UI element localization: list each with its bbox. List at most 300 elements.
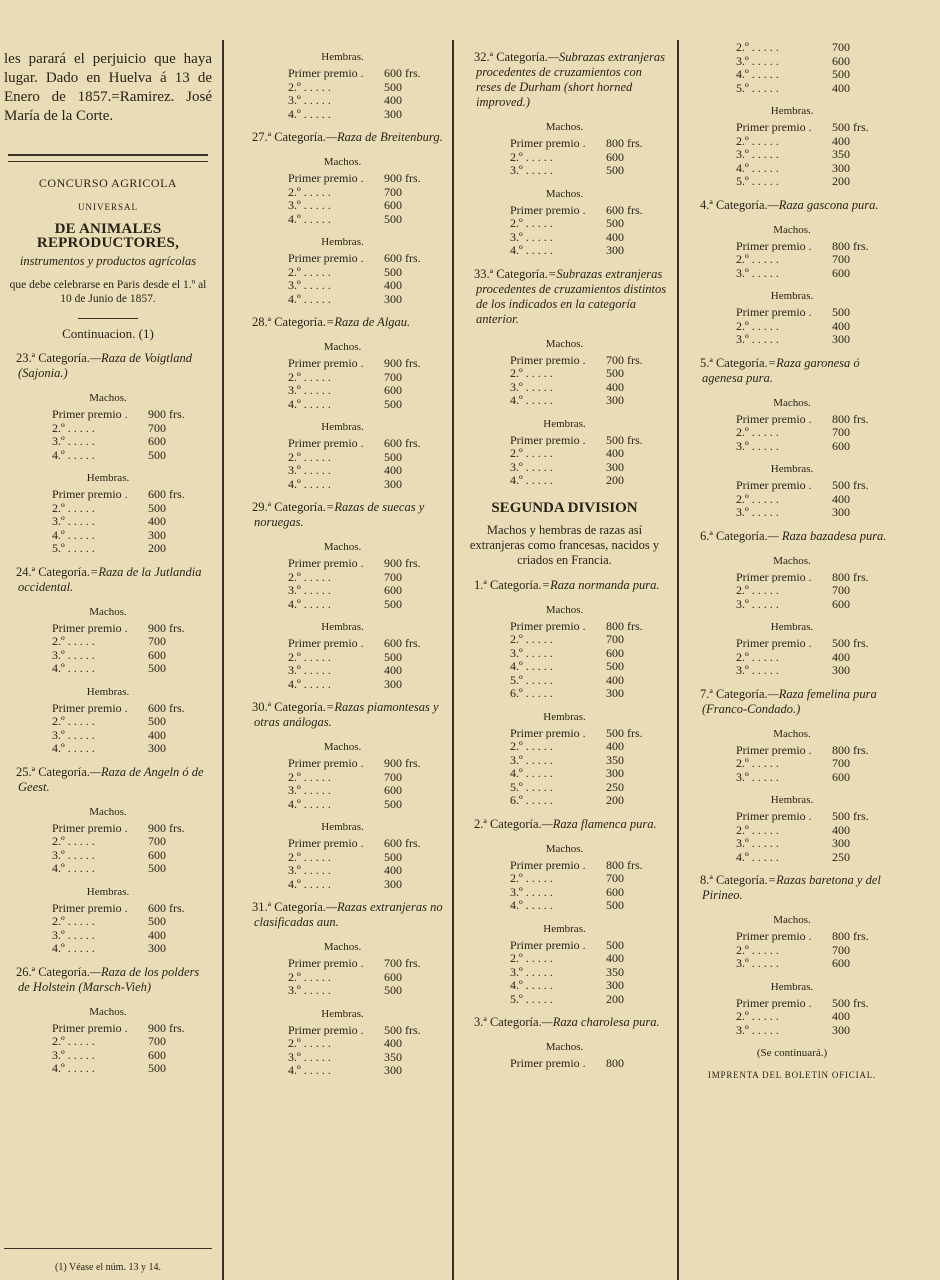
prize-label: Primer premio . [510, 725, 586, 739]
prize-label: 2.º . . . . . [736, 822, 779, 836]
category-name: =Razas de suecas y noruegas. [254, 500, 425, 529]
category-number: 30.ª Categoría. [252, 700, 326, 714]
prize-row [736, 332, 886, 346]
prize-row [52, 421, 202, 435]
category-number: 32.ª Categoría. [474, 50, 548, 64]
category-number: 6.ª Categoría. [700, 528, 768, 543]
prize-label: 2.º . . . . . [736, 583, 779, 597]
prize-row [510, 992, 660, 1006]
category-number: 4.ª Categoría. [700, 197, 768, 212]
prize-label: 2.º . . . . . [288, 569, 331, 583]
prize-amount: 600 [606, 884, 624, 899]
prize-row [288, 1036, 438, 1050]
prize-list [510, 433, 660, 487]
category-heading [4, 765, 212, 795]
prize-row [52, 1034, 202, 1048]
prize-amount: 900 frs. [148, 820, 185, 835]
group-title: Hembras. [321, 1007, 364, 1020]
prize-row [52, 861, 202, 875]
category-number: 31.ª Categoría. [252, 900, 326, 914]
prize-amount: 400 [832, 491, 850, 506]
prize-row [52, 901, 202, 915]
prize-label: Primer premio . [288, 956, 364, 970]
prize-label: Primer premio . [736, 636, 812, 650]
column-rule [222, 40, 224, 1280]
prize-label: 4.º . . . . . [52, 861, 95, 875]
prize-amount: 600 frs. [148, 700, 185, 715]
category-number: 7.ª Categoría. [700, 686, 768, 701]
prize-list [736, 478, 886, 519]
prize-label: 3.º . . . . . [288, 663, 331, 677]
prize-amount: 250 [606, 779, 624, 794]
prize-row [52, 434, 202, 448]
prize-label: 2.º . . . . . [52, 834, 95, 848]
prize-amount: 600 [832, 265, 850, 280]
group-title: Machos. [323, 741, 362, 753]
prize-label: 3.º . . . . . [288, 863, 331, 877]
prize-label: 2.º . . . . . [288, 264, 331, 278]
prize-label: 4.º . . . . . [510, 393, 553, 407]
prize-amount: 400 [606, 739, 624, 753]
prize-amount: 500 [148, 447, 166, 462]
prize-row [288, 278, 438, 292]
prize-amount: 500 [384, 983, 402, 997]
prize-amount: 500 [148, 661, 166, 675]
prize-amount: 500 frs. [832, 120, 869, 134]
prize-amount: 500 frs. [832, 809, 869, 823]
heading-concurso: CONCURSO AGRICOLA [38, 176, 178, 190]
prize-row [510, 216, 660, 230]
prize-amount: 500 [606, 366, 624, 380]
prize-list [736, 636, 886, 677]
category-number: 27.ª Categoría. [252, 130, 326, 144]
prize-amount: 500 [384, 849, 402, 864]
prize-row [52, 741, 202, 755]
prize-label: 2.º . . . . . [288, 849, 331, 863]
prize-label: 3.º . . . . . [736, 769, 779, 783]
prize-row [510, 163, 660, 177]
category-number: 5.ª Categoría. [700, 355, 768, 370]
prize-amount: 400 [832, 80, 850, 95]
category-name: —Raza de Breitenburg. [325, 130, 443, 144]
prize-list [288, 956, 438, 997]
prize-label: Primer premio . [510, 136, 586, 150]
category-heading [4, 351, 212, 381]
group-title: Machos. [773, 223, 811, 236]
prize-list [52, 901, 202, 955]
prize-amount: 400 [148, 514, 166, 528]
category-number: 24.ª Categoría. [16, 564, 90, 579]
prize-amount: 600 frs. [148, 487, 185, 501]
prize-amount: 600 [384, 783, 402, 797]
prize-label: 3.º . . . . . [288, 983, 331, 997]
prize-label: 2.º . . . . . [510, 739, 553, 753]
prize-label: 4.º . . . . . [288, 1063, 331, 1077]
prize-label: 6.º . . . . . [510, 686, 553, 700]
prize-label: 4.º . . . . . [288, 291, 331, 305]
prize-list [288, 436, 438, 490]
prize-row [736, 770, 886, 784]
prize-row [736, 809, 886, 823]
prize-row [510, 1056, 660, 1070]
group-title: Machos. [545, 603, 584, 616]
prize-label: 3.º . . . . . [510, 459, 553, 473]
prize-amount: 600 [148, 1047, 166, 1062]
prize-label: 4.º . . . . . [736, 849, 779, 863]
prize-list [736, 412, 886, 453]
prize-amount: 600 [148, 847, 166, 862]
prize-row [288, 198, 438, 212]
prize-label: 2.º . . . . . [52, 714, 95, 728]
prize-label: 4.º . . . . . [510, 473, 553, 487]
prize-row [736, 81, 886, 95]
category-name: —Subrazas extranjeras procedentes de cruzamientos con reses de Durham (short horned improved.) [476, 50, 665, 109]
prize-amount: 300 [384, 106, 402, 121]
group-title: Hembras. [86, 685, 130, 698]
prize-label: 3.º . . . . . [736, 265, 779, 279]
prize-label: 4.º . . . . . [288, 876, 331, 890]
prize-row [52, 848, 202, 862]
prize-row [288, 107, 438, 121]
prize-label: 3.º . . . . . [736, 147, 779, 161]
prize-label: Primer premio . [288, 1022, 364, 1036]
prize-amount: 600 [148, 434, 166, 448]
prize-amount: 500 frs. [606, 725, 643, 740]
prize-amount: 900 frs. [148, 1020, 185, 1035]
prize-list [510, 1056, 660, 1070]
prize-label: 2.º . . . . . [52, 500, 95, 514]
prize-row [510, 978, 660, 992]
col-2-blocks [240, 50, 445, 1077]
prize-amount: 300 [148, 941, 166, 955]
group-title: Machos. [773, 914, 811, 926]
prize-label: 3.º . . . . . [736, 438, 779, 452]
prize-list [288, 66, 438, 120]
prize-amount: 300 [148, 741, 166, 755]
prize-amount: 800 frs. [606, 857, 643, 872]
prize-list [288, 1023, 438, 1077]
column-rule [677, 40, 679, 1280]
prize-label: Primer premio . [288, 66, 364, 80]
prize-row [736, 823, 886, 837]
prize-label: 2.º . . . . . [288, 769, 331, 783]
prize-row [736, 492, 886, 506]
prize-label: 2.º . . . . . [736, 756, 779, 770]
prize-label: Primer premio . [736, 809, 812, 823]
prize-amount: 200 [606, 473, 624, 487]
prize-amount: 500 [384, 596, 402, 611]
prize-amount: 600 [148, 647, 166, 662]
prize-amount: 700 [148, 1034, 166, 1048]
prize-amount: 700 [384, 369, 402, 384]
prize-row [52, 634, 202, 648]
prize-amount: 400 [606, 379, 624, 394]
prize-label: Primer premio . [736, 238, 812, 252]
prize-row [288, 80, 438, 94]
prize-amount: 900 frs. [384, 171, 421, 185]
prize-list [736, 570, 886, 611]
category-heading [4, 965, 212, 995]
prize-amount: 900 frs. [148, 620, 185, 635]
prize-amount: 800 frs. [832, 411, 869, 426]
prize-row [288, 370, 438, 384]
prize-label: Primer premio . [736, 569, 812, 583]
prize-amount: 500 frs. [384, 1022, 421, 1037]
prize-amount: 900 frs. [148, 407, 185, 421]
prize-amount: 700 frs. [384, 956, 421, 970]
prize-row [736, 147, 886, 161]
category-number: 33.ª Categoría. [474, 266, 548, 281]
prize-row [510, 766, 660, 780]
prize-row [52, 621, 202, 635]
prize-row [288, 570, 438, 584]
category-heading [240, 500, 445, 530]
prize-amount: 600 frs. [384, 251, 421, 265]
prize-label: 2.º . . . . . [288, 79, 331, 93]
prize-amount: 200 [832, 174, 850, 188]
prize-amount: 300 [384, 476, 402, 491]
prize-row [288, 836, 438, 850]
prize-amount: 700 [606, 871, 624, 885]
prize-amount: 500 [606, 898, 624, 912]
prize-row [510, 951, 660, 965]
prize-row [510, 659, 660, 673]
prize-row [510, 780, 660, 794]
prize-amount: 400 [384, 93, 402, 107]
prize-amount: 350 [384, 1049, 402, 1064]
prize-row [52, 661, 202, 675]
prize-row [288, 251, 438, 265]
prize-label: Primer premio . [288, 251, 364, 265]
prize-label: 2.º . . . . . [736, 133, 779, 147]
category-name: —Raza de Angeln ó de Geest. [18, 764, 204, 794]
prize-label: Primer premio . [510, 1056, 586, 1070]
prize-list [510, 136, 660, 177]
prize-label: Primer premio . [510, 352, 586, 366]
prize-amount: 400 [384, 663, 402, 677]
prize-row [510, 965, 660, 979]
prize-label: Primer premio . [52, 900, 128, 914]
group-title: Hembras. [543, 417, 586, 430]
prize-label: 2.º . . . . . [510, 446, 553, 460]
prize-row [736, 478, 886, 492]
prize-row [736, 650, 886, 664]
prize-amount: 500 frs. [606, 432, 643, 447]
prize-row [52, 941, 202, 955]
prize-amount: 500 [384, 79, 402, 94]
category-number: 3.ª Categoría. [474, 1015, 542, 1029]
category-number: 25.ª Categoría. [16, 764, 90, 779]
prize-row [52, 1061, 202, 1075]
prize-row [52, 407, 202, 421]
prize-label: Primer premio . [52, 487, 128, 501]
group-title: Machos. [545, 337, 584, 350]
prize-label: 2.º . . . . . [52, 634, 95, 648]
prize-amount: 900 frs. [384, 556, 421, 570]
category-name: —Raza femelina pura (Franco-Condado.) [702, 686, 877, 716]
prize-label: 2.º . . . . . [288, 449, 331, 463]
prize-label: 2.º . . . . . [288, 369, 331, 383]
group-title: Machos. [323, 156, 362, 168]
prize-amount: 300 [606, 686, 624, 700]
prize-label: 2.º . . . . . [736, 318, 779, 332]
prize-list [736, 305, 886, 346]
prize-row [510, 446, 660, 460]
prize-label: 2.º . . . . . [288, 649, 331, 663]
prize-amount: 700 [148, 420, 166, 435]
group-title: Machos. [545, 842, 584, 855]
prize-row [288, 556, 438, 570]
prize-list [736, 743, 886, 784]
prize-label: Primer premio . [52, 1020, 128, 1034]
prize-list [510, 619, 660, 700]
prize-label: 4.º . . . . . [52, 527, 95, 541]
prize-amount: 700 [832, 583, 850, 597]
prize-row [288, 636, 438, 650]
footnote: (1) Véase el núm. 13 y 14. [55, 1262, 161, 1273]
prize-row [510, 646, 660, 660]
prize-amount: 300 [384, 291, 402, 306]
prize-amount: 500 [384, 211, 402, 226]
prize-row [736, 929, 886, 943]
col-3-blocks [462, 50, 667, 1070]
prize-amount: 200 [148, 541, 166, 555]
prize-label: 4.º . . . . . [288, 396, 331, 410]
prize-amount: 300 [384, 876, 402, 891]
prize-list [52, 1021, 202, 1075]
prize-row [736, 67, 886, 81]
prize-label: Primer premio . [52, 620, 128, 634]
prize-amount: 250 [832, 849, 850, 864]
group-title: Machos. [323, 341, 362, 353]
prize-list [510, 938, 660, 1006]
prize-amount: 500 [148, 914, 166, 928]
prize-row [736, 425, 886, 439]
prize-amount: 400 [148, 927, 166, 942]
prize-amount: 700 [606, 632, 624, 646]
prize-label: Primer premio . [288, 556, 364, 570]
prize-row [510, 136, 660, 150]
prize-amount: 800 frs. [832, 929, 869, 943]
prize-list [736, 996, 886, 1037]
prize-amount: 500 [606, 937, 624, 952]
prize-row [736, 570, 886, 584]
prize-row [52, 448, 202, 462]
prize-row [736, 266, 886, 280]
prize-label: 3.º . . . . . [510, 964, 553, 978]
prize-row [736, 252, 886, 266]
category-number: 8.ª Categoría. [700, 873, 768, 887]
decorative-rule [8, 154, 208, 162]
prize-row [288, 663, 438, 677]
prize-row [510, 203, 660, 217]
prize-list [288, 836, 438, 890]
prize-amount: 500 [384, 796, 402, 811]
group-title: Hembras. [770, 621, 814, 633]
prize-row [288, 212, 438, 226]
prize-amount: 600 [384, 198, 402, 212]
category-heading [462, 817, 667, 832]
prize-amount: 600 [832, 438, 850, 453]
prize-label: 5.º . . . . . [52, 541, 95, 555]
category-heading [688, 687, 896, 717]
group-title: Hembras. [321, 621, 364, 633]
prize-amount: 500 frs. [832, 478, 869, 492]
prize-amount: 300 [832, 332, 850, 346]
category-heading [240, 900, 445, 930]
prize-row [736, 319, 886, 333]
group-title: Hembras. [321, 51, 364, 63]
prize-label: 3.º . . . . . [52, 647, 95, 661]
column-4 [688, 40, 896, 1082]
prize-row [288, 463, 438, 477]
prize-label: 2.º . . . . . [736, 40, 779, 54]
prize-label: 5.º . . . . . [510, 991, 553, 1005]
prize-amount: 300 [606, 978, 624, 992]
short-rule [78, 318, 138, 319]
prize-list [52, 407, 202, 461]
prize-label: 3.º . . . . . [288, 463, 331, 477]
prize-label: 3.º . . . . . [288, 198, 331, 212]
group-title: Hembras. [543, 922, 586, 935]
prize-amount: 700 [384, 184, 402, 199]
prize-label: 2.º . . . . . [510, 149, 553, 163]
prize-row [288, 356, 438, 370]
prize-label: Primer premio . [510, 432, 586, 446]
category-heading [462, 578, 667, 593]
prize-amount: 900 frs. [384, 356, 421, 370]
prize-amount: 400 [148, 727, 166, 742]
prize-row [510, 243, 660, 257]
prize-row [288, 650, 438, 664]
prize-row [736, 597, 886, 611]
category-number: 26.ª Categoría. [16, 964, 90, 979]
category-name: —Raza de Voigtland (Sajonia.) [18, 351, 193, 380]
prize-label: 3.º . . . . . [52, 847, 95, 861]
prize-row [736, 305, 886, 319]
category-heading [688, 529, 896, 544]
prize-amount: 300 [606, 766, 624, 780]
prize-label: 3.º . . . . . [52, 434, 95, 448]
group-title: Machos. [89, 1005, 127, 1018]
prize-row [52, 928, 202, 942]
prize-list [736, 120, 886, 188]
prize-row [52, 1048, 202, 1062]
prize-row [510, 353, 660, 367]
prize-amount: 500 [606, 216, 624, 230]
prize-row [288, 970, 438, 984]
prize-row [288, 983, 438, 997]
prize-row [52, 514, 202, 528]
prize-amount: 600 frs. [384, 436, 421, 450]
prize-row [510, 885, 660, 899]
category-name: =Subrazas extranjeras procedentes de cruzamientos distintos de los indicados en la categoría anterior. [476, 266, 667, 326]
prize-list [288, 356, 438, 410]
prize-row [52, 648, 202, 662]
division-description: Machos y hembras de razas así extranjeras como francesas, nacidos y criados en Francia. [469, 522, 660, 567]
prize-row [288, 93, 438, 107]
prize-label: 5.º . . . . . [510, 672, 553, 686]
prize-row [288, 1063, 438, 1077]
prize-amount: 800 frs. [832, 238, 869, 253]
prize-row [510, 858, 660, 872]
prize-label: Primer premio . [736, 478, 812, 492]
prize-row [52, 914, 202, 928]
imprenta-line: IMPRENTA DEL BOLETIN OFICIAL. [707, 1070, 877, 1080]
group-title: Machos. [323, 941, 362, 953]
prize-amount: 700 [384, 769, 402, 784]
prize-label: 2.º . . . . . [288, 184, 331, 198]
